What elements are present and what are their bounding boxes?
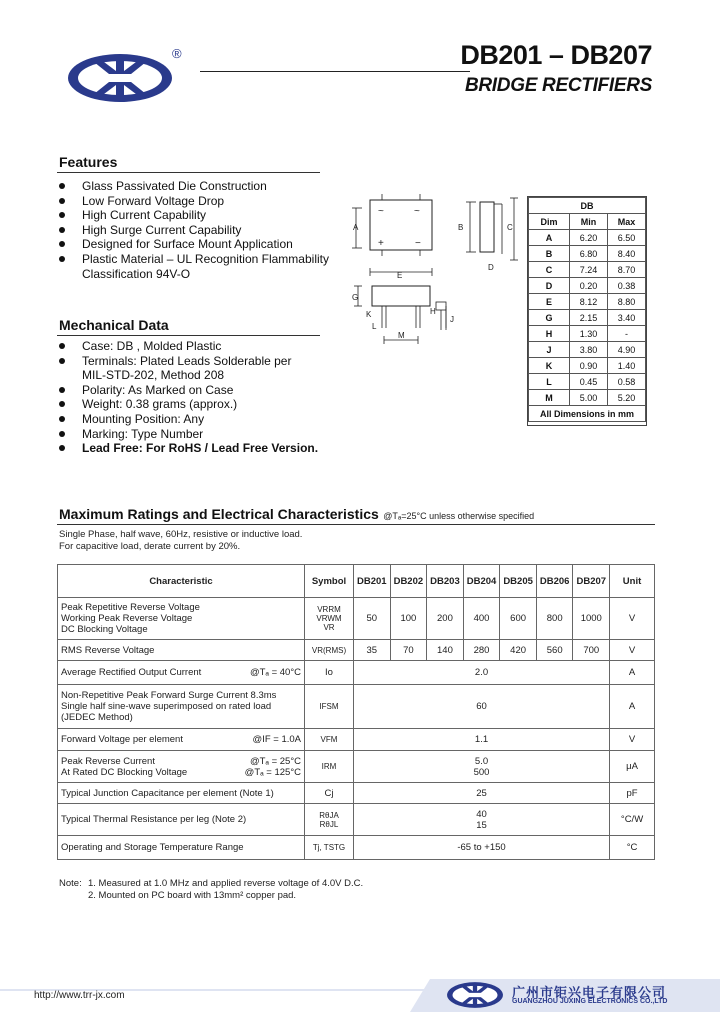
io-unit: A [610,661,655,685]
vrms-characteristic: RMS Reverse Voltage [58,640,305,661]
dim-min: 6.20 [570,230,608,246]
package-outline-diagram [340,190,526,360]
vrms-unit: V [610,640,655,661]
vfm-characteristic [58,729,305,751]
vrrm-val: 50 [354,598,391,640]
cj-val: 25 [354,783,610,804]
vrrm-c3: DC Blocking Voltage [61,624,148,635]
vrms-val: 35 [354,640,391,661]
ratings-table [57,564,655,860]
dim-label-a: A [353,223,359,232]
vrrm-s3: VR [323,623,335,632]
dims-row [529,278,646,294]
vrrm-s2: VRWM [316,614,342,623]
dim-min: 0.90 [570,358,608,374]
dim-code: E [529,294,570,310]
dim-code: C [529,262,570,278]
io-characteristic [58,661,305,685]
vrrm-val: 800 [536,598,573,640]
dims-row [529,246,646,262]
cj-characteristic: Typical Junction Capacitance per element (Note 1) [58,783,305,804]
irm-cond2: @Tₐ = 125°C [244,766,301,778]
vrrm-c1: Peak Repetitive Reverse Voltage [61,602,200,613]
row-io [58,661,655,685]
io-val: 2.0 [354,661,610,685]
col-characteristic: Characteristic [58,565,305,598]
irm-c1: Peak Reverse Current [61,755,155,767]
vrrm-val: 600 [500,598,537,640]
temp-characteristic: Operating and Storage Temperature Range [58,836,305,860]
irm-cond1: @Tₐ = 25°C [249,755,301,767]
company-name-cn: 广州市钜兴电子有限公司 [512,985,667,1000]
rth-val1: 40 [476,808,487,820]
vfm-val: 1.1 [354,729,610,751]
col-db201: DB201 [354,565,391,598]
minus-mark: − [415,238,421,249]
col-symbol: Symbol [305,565,354,598]
mechanical-continuation: MIL-STD-202, Method 208 [82,368,225,383]
document-title: DB201 – DB207 [460,40,652,70]
ratings-heading: Maximum Ratings and Electrical Characteristics [59,506,379,522]
feature-item: Glass Passivated Die Construction [57,179,357,194]
rth-unit: °C/W [610,804,655,836]
dim-code: B [529,246,570,262]
website-link[interactable]: http://www.trr-jx.com [34,990,125,1001]
dimensions-table [528,197,646,422]
vrrm-val: 1000 [573,598,610,640]
dim-max: 8.80 [608,294,646,310]
vrrm-c2: Working Peak Reverse Voltage [61,613,193,624]
ifsm-unit: A [610,685,655,729]
features-list [57,179,357,281]
cj-unit: pF [610,783,655,804]
dim-max: - [608,326,646,342]
ratings-condition: @Tₐ=25°C unless otherwise specified [383,511,535,521]
dim-min: 1.30 [570,326,608,342]
company-logo [66,52,174,104]
vrrm-characteristic [58,598,305,640]
dims-row [529,390,646,406]
dims-row [529,310,646,326]
dim-label-k: K [366,310,372,319]
irm-val1: 5.0 [474,755,489,767]
col-db204: DB204 [463,565,500,598]
registered-mark: ® [172,46,182,61]
dim-max: 0.58 [608,374,646,390]
dim-max: 8.70 [608,262,646,278]
col-db205: DB205 [500,565,537,598]
feature-item: Designed for Surface Mount Application [57,237,357,252]
dim-max: 5.20 [608,390,646,406]
ifsm-c2: Single half sine-wave superimposed on rated load [61,701,272,712]
notes-label: Note: [59,878,82,889]
row-irm [58,751,655,783]
dim-code: A [529,230,570,246]
temp-val: -65 to +150 [354,836,610,860]
irm-c2: At Rated DC Blocking Voltage [61,766,188,778]
feature-item: Plastic Material – UL Recognition Flammability [57,252,357,267]
rth-s2: RθJL [319,819,339,829]
dim-code: G [529,310,570,326]
row-rth [58,804,655,836]
dims-row [529,294,646,310]
note-1: 1. Measured at 1.0 MHz and applied reverse voltage of 4.0V D.C. [88,878,364,889]
dims-row [529,358,646,374]
ifsm-val: 60 [354,685,610,729]
vfm-unit: V [610,729,655,751]
dim-label-d: D [488,263,494,272]
dim-min: 8.12 [570,294,608,310]
vrms-val: 560 [536,640,573,661]
dim-max: 3.40 [608,310,646,326]
feature-item: High Surge Current Capability [57,223,357,238]
irm-vals [354,751,610,783]
mechanical-item: Terminals: Plated Leads Solderable per [57,354,357,369]
dim-code: L [529,374,570,390]
dim-min: 0.20 [570,278,608,294]
dim-code: M [529,390,570,406]
dim-min: 6.80 [570,246,608,262]
dim-max: 8.40 [608,246,646,262]
dim-max: 6.50 [608,230,646,246]
rth-symbol [305,804,354,836]
dim-label-b: B [458,223,464,232]
dims-row [529,326,646,342]
dims-group-header: DB [529,198,646,214]
row-cj [58,783,655,804]
features-heading: Features [59,154,118,170]
ifsm-c1: Non-Repetitive Peak Forward Surge Current 8.3ms [61,690,277,701]
dim-label-m: M [398,331,405,340]
rth-val2: 15 [476,819,487,831]
dim-code: K [529,358,570,374]
vfm-c: Forward Voltage per element [61,734,183,745]
vrrm-symbol [305,598,354,640]
feature-item: Low Forward Voltage Drop [57,194,357,209]
mechanical-item: Mounting Position: Any [57,412,357,427]
dim-code: J [529,342,570,358]
dimensions-table-box [527,196,647,426]
dims-footer: All Dimensions in mm [529,406,646,422]
temp-unit: °C [610,836,655,860]
mechanical-item: Marking: Type Number [57,427,357,442]
irm-unit: μA [610,751,655,783]
col-db207: DB207 [573,565,610,598]
features-rule [57,172,320,173]
vrrm-s1: VRRM [317,605,341,614]
dim-min: 5.00 [570,390,608,406]
vrms-val: 140 [427,640,464,661]
ifsm-characteristic [58,685,305,729]
rth-vals [354,804,610,836]
dim-code: H [529,326,570,342]
row-vrrm [58,598,655,640]
dim-label-h: H [430,307,436,316]
col-unit: Unit [610,565,655,598]
ratings-note-2: For capacitive load, derate current by 20%. [59,541,241,552]
ac-mark-1: ~ [378,206,384,217]
dim-max: 4.90 [608,342,646,358]
col-db202: DB202 [390,565,427,598]
dims-row [529,374,646,390]
dims-col-header: Dim [529,214,570,230]
dim-min: 2.15 [570,310,608,326]
rth-s1: RθJA [319,810,339,820]
mechanical-item: Polarity: As Marked on Case [57,383,357,398]
row-temp [58,836,655,860]
feature-item: High Current Capability [57,208,357,223]
mechanical-item: Case: DB , Molded Plastic [57,339,357,354]
dims-row [529,230,646,246]
vrms-val: 70 [390,640,427,661]
vrms-val: 420 [500,640,537,661]
dim-label-e: E [397,271,403,280]
mechanical-item: Weight: 0.38 grams (approx.) [57,397,357,412]
row-vfm [58,729,655,751]
note-2: 2. Mounted on PC board with 13mm² copper pad. [88,890,297,901]
dim-min: 0.45 [570,374,608,390]
dims-row [529,262,646,278]
dims-col-header: Max [608,214,646,230]
dims-row [529,342,646,358]
irm-val2: 500 [473,766,490,778]
ratings-heading-line [59,506,534,524]
temp-symbol: Tj, TSTG [305,836,354,860]
footer-logo [446,981,504,1009]
ratings-header-row [58,565,655,598]
vrms-symbol: VR(RMS) [305,640,354,661]
col-db206: DB206 [536,565,573,598]
vrms-val: 280 [463,640,500,661]
ac-mark-2: ~ [414,206,420,217]
title-rule [200,71,470,72]
ifsm-symbol: IFSM [305,685,354,729]
dims-col-header: Min [570,214,608,230]
feature-continuation: Classification 94V-O [82,266,191,281]
io-c: Average Rectified Output Current [61,667,202,678]
mechanical-heading: Mechanical Data [59,317,169,333]
rth-characteristic: Typical Thermal Resistance per leg (Note 2) [58,804,305,836]
col-db203: DB203 [427,565,464,598]
ratings-note-1: Single Phase, half wave, 60Hz, resistive or inductive load. [59,529,303,540]
dim-min: 7.24 [570,262,608,278]
ifsm-c3: (JEDEC Method) [61,712,133,723]
row-vrms [58,640,655,661]
vfm-cond: @IF = 1.0A [252,734,301,745]
mechanical-list [57,339,357,456]
dim-code: D [529,278,570,294]
ratings-rule [57,524,655,525]
vrrm-unit: V [610,598,655,640]
vrrm-val: 200 [427,598,464,640]
cj-symbol: Cj [305,783,354,804]
dim-label-l: L [372,322,377,331]
dim-max: 1.40 [608,358,646,374]
plus-mark: + [378,238,384,249]
io-symbol: Io [305,661,354,685]
vrms-val: 700 [573,640,610,661]
lead-free-item: Lead Free: For RoHS / Lead Free Version. [57,441,357,456]
dim-label-c: C [507,223,513,232]
mechanical-rule [57,335,320,336]
row-ifsm [58,685,655,729]
document-subtitle: BRIDGE RECTIFIERS [464,75,652,96]
vrrm-val: 100 [390,598,427,640]
irm-symbol: IRM [305,751,354,783]
dim-min: 3.80 [570,342,608,358]
dim-label-j: J [450,315,454,324]
company-name-en: GUANGZHOU JUXING ELECTRONICS CO.,LTD [512,998,668,1005]
vrrm-val: 400 [463,598,500,640]
dim-label-g: G [352,293,359,302]
dim-max: 0.38 [608,278,646,294]
vfm-symbol: VFM [305,729,354,751]
irm-characteristic [58,751,305,783]
io-cond: @Tₐ = 40°C [249,667,301,678]
